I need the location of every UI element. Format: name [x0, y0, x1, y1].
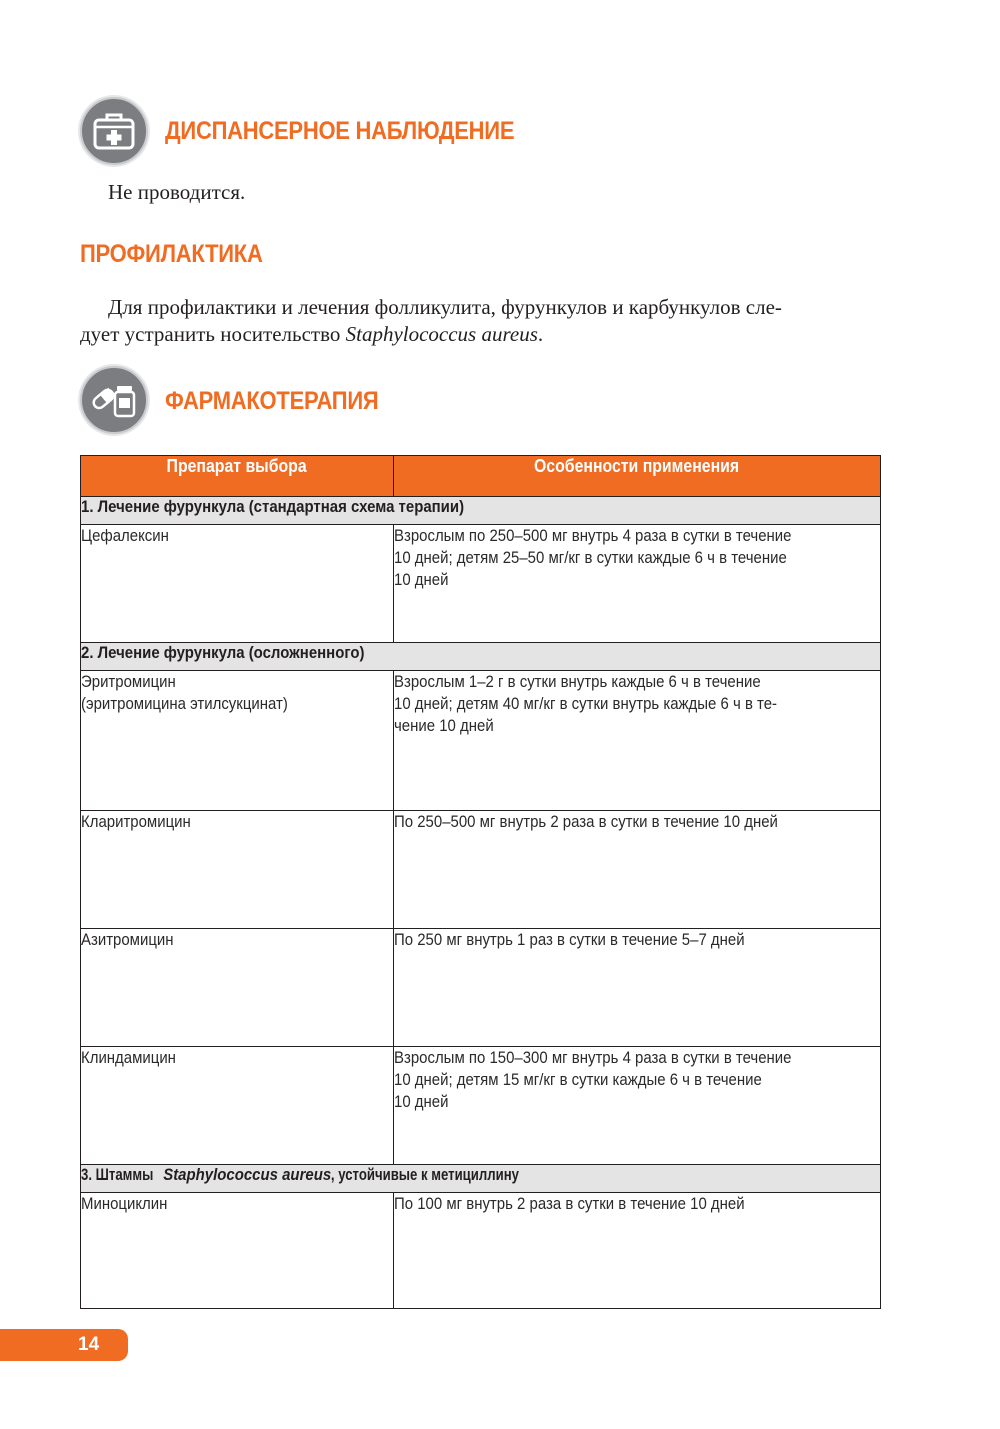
table-row: [81, 1047, 881, 1165]
drug-name: Эритромицин (эритромицина этилсукцинат): [81, 671, 394, 811]
section-row: [81, 1165, 881, 1193]
table-row: [81, 811, 881, 929]
table-row: [81, 525, 881, 643]
table-row: [81, 929, 881, 1047]
prevention-text: [80, 294, 880, 348]
pharmacotherapy-heading: ФАРМАКОТЕРАПИЯ: [165, 387, 379, 415]
drug-usage: Взрослым по 250–500 мг внутрь 4 раза в сутки в течение 10 дней; детям 25–50 мг/кг в сутки каждые 6 ч в течение 10 дней: [394, 525, 881, 643]
table-header-row: [81, 456, 881, 497]
drug-name: Кларитромицин: [81, 811, 394, 929]
drug-name: Миноциклин: [81, 1193, 394, 1309]
pills-icon: [80, 366, 148, 434]
drug-usage: Взрослым по 150–300 мг внутрь 4 раза в сутки в течение 10 дней; детям 15 мг/кг в сутки каждые 6 ч в течение 10 дней: [394, 1047, 881, 1165]
table-row: [81, 671, 881, 811]
drug-usage: По 100 мг внутрь 2 раза в сутки в течение 10 дней: [394, 1193, 881, 1309]
dispensary-text: Не проводится.: [108, 180, 246, 204]
section-row: [81, 497, 881, 525]
drug-name: Азитромицин: [81, 929, 394, 1047]
table-row: [81, 1193, 881, 1309]
prevention-text-end: .: [537, 322, 544, 346]
drug-usage: По 250 мг внутрь 1 раз в сутки в течение 5–7 дней: [394, 929, 881, 1047]
section-title-1: 1. Лечение фурункула (стандартная схема терапии): [81, 497, 881, 525]
drug-name: Цефалексин: [81, 525, 394, 643]
column-header-drug: Препарат выбора: [81, 456, 394, 497]
drug-usage: По 250–500 мг внутрь 2 раза в сутки в течение 10 дней: [394, 811, 881, 929]
page-number: 14: [0, 1329, 128, 1361]
drug-name: Клиндамицин: [81, 1047, 394, 1165]
dispensary-heading: ДИСПАНСЕРНОЕ НАБЛЮДЕНИЕ: [165, 117, 515, 145]
prevention-text-organism: Staphylococcus aureus: [345, 322, 538, 346]
drug-table: [80, 455, 881, 1309]
medical-kit-icon: [80, 97, 148, 165]
section-row: [81, 643, 881, 671]
section-title-2: 2. Лечение фурункула (осложненного): [81, 643, 881, 671]
drug-usage: Взрослым 1–2 г в сутки внутрь каждые 6 ч в течение 10 дней; детям 40 мг/кг в сутки внутрь каждые 6 ч в те- чение 10 дней: [394, 671, 881, 811]
prevention-heading: ПРОФИЛАКТИКА: [80, 240, 263, 268]
section-title-3: 3. ШтаммыStaphylococcus aureus, устойчивые к метициллину: [81, 1165, 881, 1193]
column-header-usage: Особенности применения: [394, 456, 881, 497]
prevention-text-main: Для профилактики и лечения фолликулита, фурункулов и карбункулов сле- дует устранить носительство: [80, 295, 782, 346]
